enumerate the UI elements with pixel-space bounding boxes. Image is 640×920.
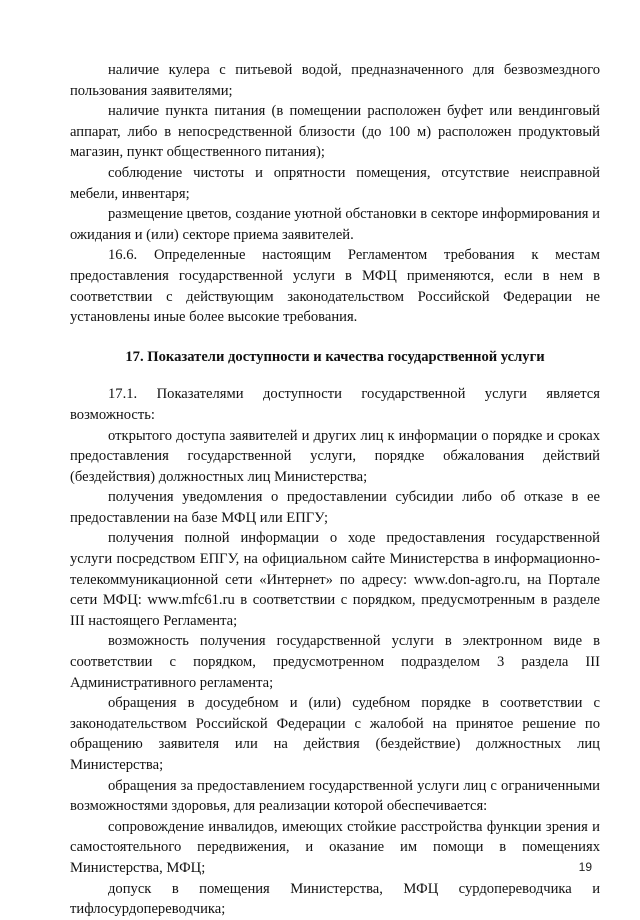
paragraph-electronic: возможность получения государственной услуги в электронном виде в соответствии с порядком, предусмотренном подразделом 3 раздела III Административного регламента;: [70, 633, 600, 691]
paragraph-open-access: открытого доступа заявителей и других лиц к информации о порядке и сроках предоставления государственной услуги, порядке обжалования действий (бездействия) должностных лиц Министерства;: [70, 427, 600, 485]
paragraph-cleanliness: соблюдение чистоты и опрятности помещения, отсутствие неисправной мебели, инвентаря;: [70, 164, 600, 202]
paragraph-interpreter: допуск в помещения Министерства, МФЦ сурдопереводчика и тифлосурдопереводчика;: [70, 880, 600, 918]
paragraph-escort: сопровождение инвалидов, имеющих стойкие расстройства функции зрения и самостоятельного передвижения, и оказание им помощи в помещениях Министерства, МФЦ;: [70, 818, 600, 876]
paragraph-cooler: наличие кулера с питьевой водой, предназначенного для безвозмездного пользования заявителями;: [70, 62, 600, 99]
section-heading: 17. Показатели доступности и качества государственной услуги: [125, 348, 545, 365]
document-page: [70, 60, 600, 920]
paragraph-flowers: размещение цветов, создание уютной обстановки в секторе информирования и ожидания и (или) секторе приема заявителей.: [70, 206, 600, 243]
paragraph-disabled-access: обращения за предоставлением государственной услуги лиц с ограниченными возможностями здоровья, для реализации которой обеспечивается:: [70, 777, 600, 815]
paragraph-notification: получения уведомления о предоставлении субсидии либо об отказе в ее предоставлении на базе МФЦ или ЕПГУ;: [70, 489, 600, 526]
page-number: 19: [578, 860, 592, 874]
paragraph-appeal: обращения в досудебном и (или) судебном порядке в соответствии с законодательством Российской Федерации с жалобой на принятое решение по обращению заявителя или на действия (бездействие) должностных лиц Министерства;: [70, 695, 600, 773]
paragraph-17-1: 17.1. Показателями доступности государственной услуги является возможность:: [70, 386, 600, 423]
paragraph-16-6: 16.6. Определенные настоящим Регламентом требования к местам предоставления государственной услуги в МФЦ применяются, если в нем в соответствии с действующим законодательством Российской Федерации не установлены иные более высокие требования.: [70, 247, 600, 326]
paragraph-food-point: наличие пункта питания (в помещении расположен буфет или вендинговый аппарат, либо в непосредственной близости (до 100 м) расположен продуктовый магазин, пункт общественного питания);: [70, 103, 600, 161]
paragraph-full-info: получения полной информации о ходе предоставления государственной услуги посредством ЕПГУ, на официальном сайте Министерства в информационно-телекоммуникационной сети «Интернет» по адресу: www.don-agro.ru, на Портале сети МФЦ: www.mfc61.ru в соответствии с порядком, предусмотренным в разделе III настоящего Регламента;: [70, 530, 600, 629]
